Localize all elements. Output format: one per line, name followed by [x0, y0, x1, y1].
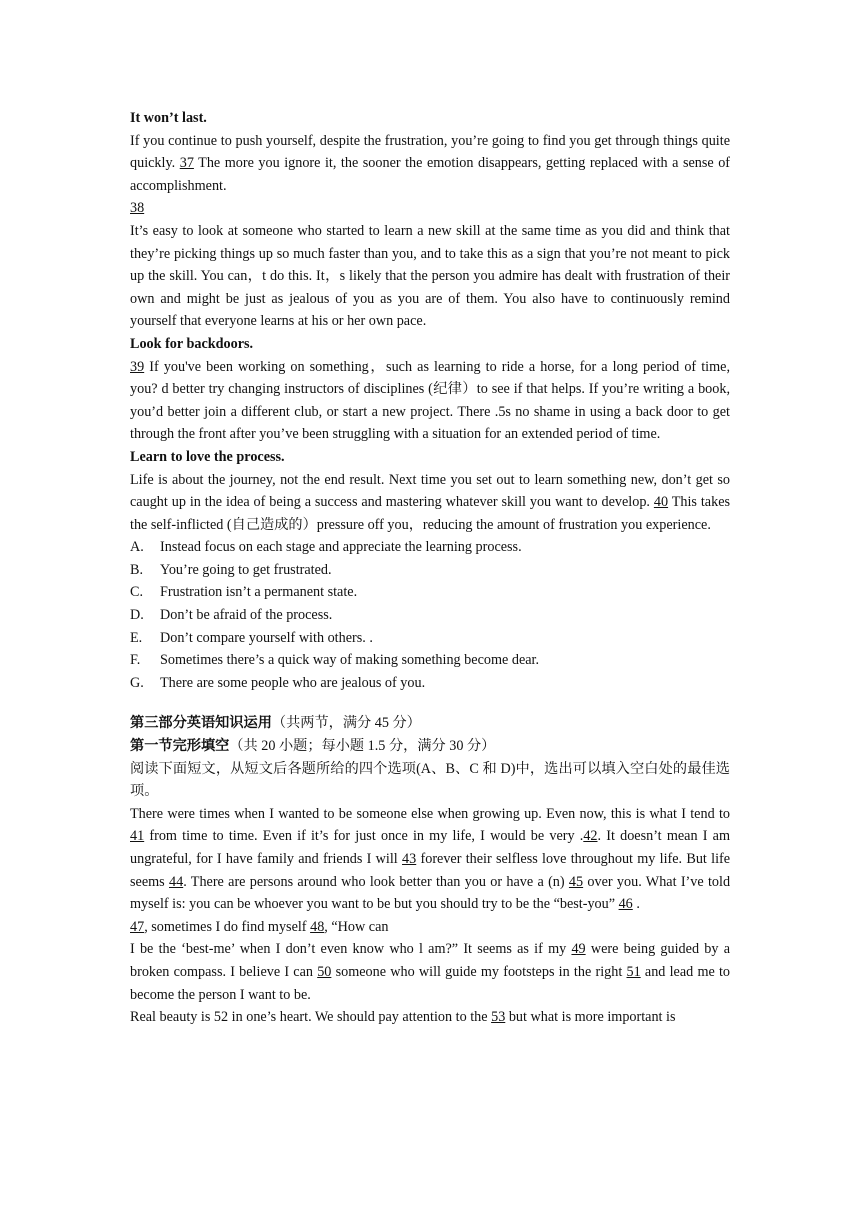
document-body [130, 107, 730, 1029]
text: If you continue to push yourself, despite the frustration, you’re going to find you get through things quite quickly. [130, 132, 730, 172]
text: . It doesn’t mean I am ungrateful, for I have family and friends I will [130, 828, 730, 867]
option-e [130, 627, 730, 650]
option-d [130, 604, 730, 627]
blank-45: 45 [568, 873, 584, 890]
text: from time to time. Even if it’s for just once in my life, I would be very . [149, 828, 584, 845]
subsection-title-note: （共 20 小题；每小题 1.5 分，满分 30 分） [229, 738, 496, 755]
option-key: B. [130, 561, 144, 578]
option-key: E. [130, 629, 143, 646]
instructions: 阅读下面短文，从短文后各题所给的四个选项(A、B、C 和 D)中，选出可以填入空白处的最佳选项。 [130, 760, 730, 800]
option-text: Frustration isn’t a permanent state. [160, 584, 358, 601]
section-1-subtitle [130, 735, 730, 758]
option-text: Instead focus on each stage and appreciate the learning process. [160, 539, 522, 556]
blank-38: 38 [130, 200, 145, 217]
paragraph-1 [130, 130, 730, 198]
option-key: G. [130, 674, 144, 691]
paragraph-2: It’s easy to look at someone who started to learn a new skill at the same time as you did and think that they’re picking things up so much faster than you, and to take this as a sign that you’re not meant to pick up the skill. You can，t do this. It，s likely that the person you admire has dealt with frustration of their own and might be just as jealous of you as you are of them. You also have to continuously remind yourself that everyone learns at his or her own pace. [130, 222, 730, 330]
text: , sometimes I do find myself [144, 918, 307, 935]
option-c [130, 581, 730, 604]
text: someone who will guide my footsteps in the right [335, 963, 623, 980]
option-text: You’re going to get frustrated. [160, 561, 332, 578]
section-3-title [130, 712, 730, 735]
subsection-title-text: 第一节完形填空 [130, 738, 230, 755]
blank-40: 40 [653, 494, 669, 511]
text: were being guided by a broken compass. I believe I can [130, 941, 730, 980]
blank-38-line [130, 197, 730, 220]
paragraph-3 [130, 356, 730, 446]
option-text: Sometimes there’s a quick way of making something become dear. [160, 652, 540, 669]
section-title-text: 第三部分英语知识运用 [130, 715, 272, 732]
cloze-paragraph-3 [130, 938, 730, 1006]
paragraph-4 [130, 469, 730, 537]
text: There were times when I wanted to be someone else when growing up. Even now, this is what I tend to [130, 805, 730, 822]
text: , “How can [324, 918, 389, 935]
text: but what is more important is [508, 1009, 676, 1026]
heading-it-wont-last: It won’t last. [130, 110, 207, 126]
section-title-note: （共两节，满分 45 分） [271, 715, 421, 732]
text: If you've been working on something，such as learning to ride a horse, for a long period of time, you? d better try changing instructors of disciplines (纪律）to see if that helps. If you’re writing a book, you’d better join a different club, or start a new project. There .5s no shame in using a back door to get through the front after you’ve been struggling with a situation for an extended period of time. [130, 358, 730, 443]
blank-51: 51 [626, 963, 641, 980]
blank-41: 41 [130, 828, 145, 845]
text: . There are persons around who look better than you or have a (n) [183, 873, 565, 890]
text: over you. What I’ve told myself is: you can be whoever you want to be but you should try to be the “best-you” [130, 873, 731, 913]
text: I be the ‘best-me’ when I don’t even know who l am?” It seems as if my [130, 941, 567, 958]
text: Real beauty is 52 in one’s heart. We should pay attention to the [130, 1009, 488, 1026]
option-g [130, 672, 730, 695]
blank-49: 49 [571, 941, 586, 958]
option-a [130, 536, 730, 559]
text: The more you ignore it, the sooner the emotion disappears, getting replaced with a sense of accomplishment. [130, 155, 731, 194]
option-text: Don’t be afraid of the process. [160, 607, 333, 624]
option-b [130, 559, 730, 582]
text: This takes the self-inflicted (自己造成的）pressure off you，reducing the amount of frustration you experience. [130, 494, 731, 533]
cloze-paragraph-4 [130, 1006, 730, 1029]
blank-47: 47 [130, 918, 145, 935]
blank-37: 37 [179, 155, 194, 172]
blank-50: 50 [317, 963, 332, 980]
cloze-paragraph-2 [130, 916, 730, 939]
text: forever their selfless love throughout my life. But life seems [130, 851, 731, 890]
blank-53: 53 [491, 1009, 506, 1026]
blank-39: 39 [130, 358, 145, 375]
option-key: D. [130, 607, 144, 624]
heading-backdoors: Look for backdoors. [130, 335, 254, 352]
blank-43: 43 [402, 851, 417, 867]
option-f [130, 649, 730, 672]
options-list [130, 536, 730, 694]
option-text: There are some people who are jealous of you. [160, 674, 426, 691]
option-text: Don’t compare yourself with others. . [160, 629, 373, 646]
blank-44: 44 [169, 873, 184, 890]
heading-love-process: Learn to love the process. [130, 448, 285, 465]
option-key: C. [130, 584, 144, 601]
blank-46: 46 [618, 896, 633, 913]
option-key: F. [130, 652, 141, 669]
spacer [130, 694, 730, 712]
option-key: A. [130, 539, 144, 556]
text: and lead me to become the person I want to be. [130, 963, 731, 1003]
text: . [632, 896, 640, 913]
blank-48: 48 [310, 918, 325, 935]
cloze-paragraph-1 [130, 803, 730, 916]
blank-42: 42 [583, 828, 598, 845]
text: Life is about the journey, not the end result. Next time you set out to learn something new, don’t get so caught up in the idea of being a success and mastering whatever skill you want to develop. [130, 471, 730, 511]
